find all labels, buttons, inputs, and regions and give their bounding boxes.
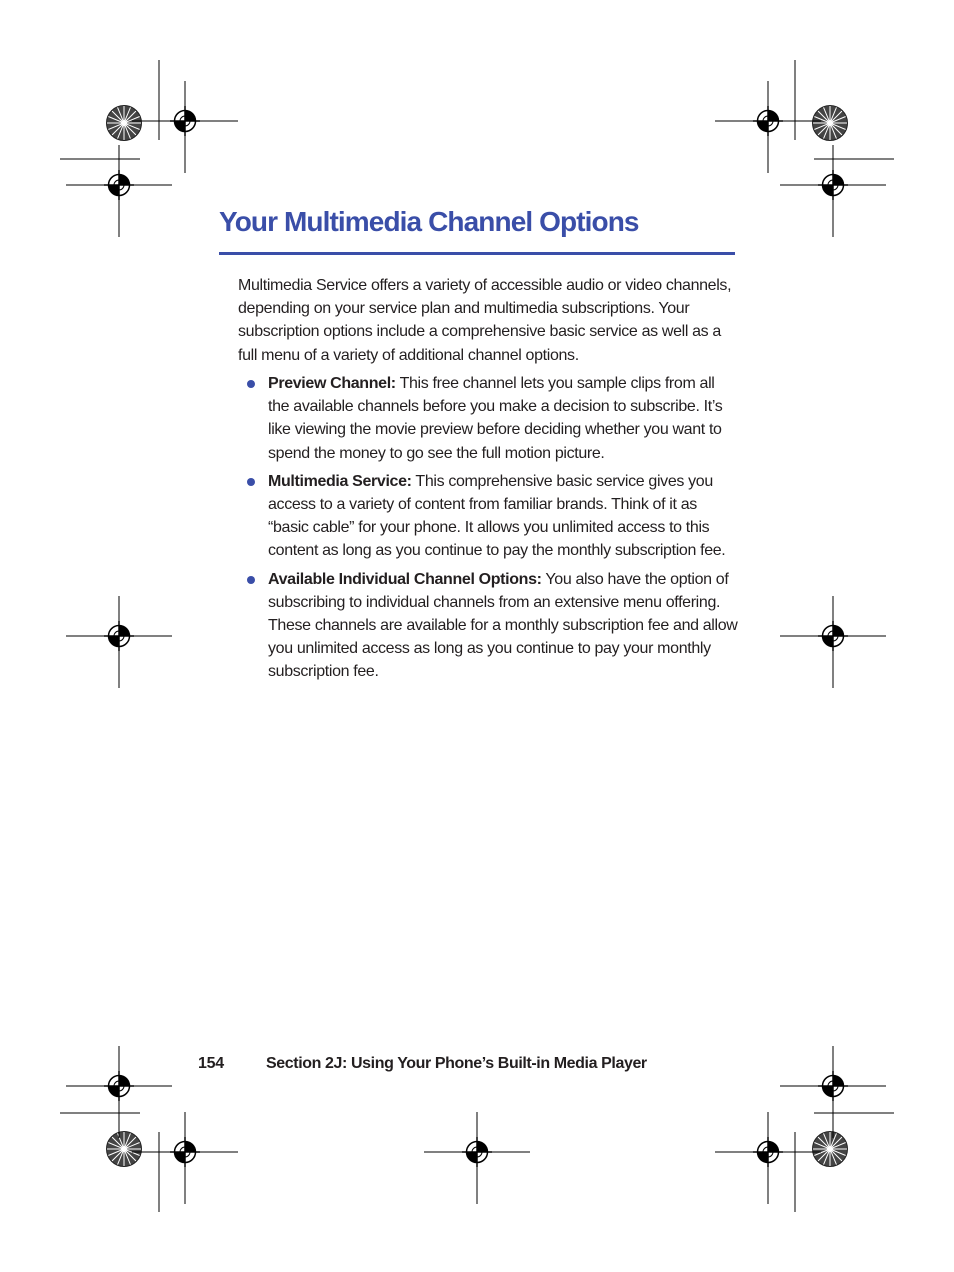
bullet-icon <box>247 576 255 584</box>
bullet-text: This free channel lets you sample clips from all the available channels before you make a decision to subscribe. It’s like viewing the movie preview before deciding whether you want to spend the money to go see the full motion picture. <box>268 375 723 462</box>
list-item-preview-channel <box>246 372 738 465</box>
bullet-icon <box>247 478 255 486</box>
page-title: Your Multimedia Channel Options <box>219 206 639 237</box>
title-rule <box>219 252 735 255</box>
bullet-text: You also have the option of subscribing to individual channels from an extensive menu offering. These channels are available for a monthly subscription fee and allow you unlimited access as long as you continue to pay your monthly subscription fee. <box>268 570 738 681</box>
list-item-individual-channel-options <box>246 568 738 684</box>
section-footer: Section 2J: Using Your Phone’s Built-in Media Player <box>266 1055 647 1072</box>
bullet-term: Available Individual Channel Options: <box>268 570 542 588</box>
bullet-icon <box>247 380 255 388</box>
bullet-term: Multimedia Service: <box>268 472 412 490</box>
page-number: 154 <box>198 1055 224 1072</box>
bullet-term: Preview Channel: <box>268 375 396 392</box>
intro-paragraph: Multimedia Service offers a variety of accessible audio or video channels, depending on your service plan and multimedia subscriptions. Your subscription options include a comprehensive basic service as well as a full menu of a variety of additional channel options. <box>238 277 732 364</box>
channel-options-list <box>246 372 738 689</box>
list-item-multimedia-service <box>246 470 738 563</box>
bullet-text: This comprehensive basic service gives you access to a variety of content from familiar brands. Think of it as “basic cable” for your phone. It allows you unlimited access to this content as long as you continue to pay the monthly subscription fee. <box>268 472 726 560</box>
